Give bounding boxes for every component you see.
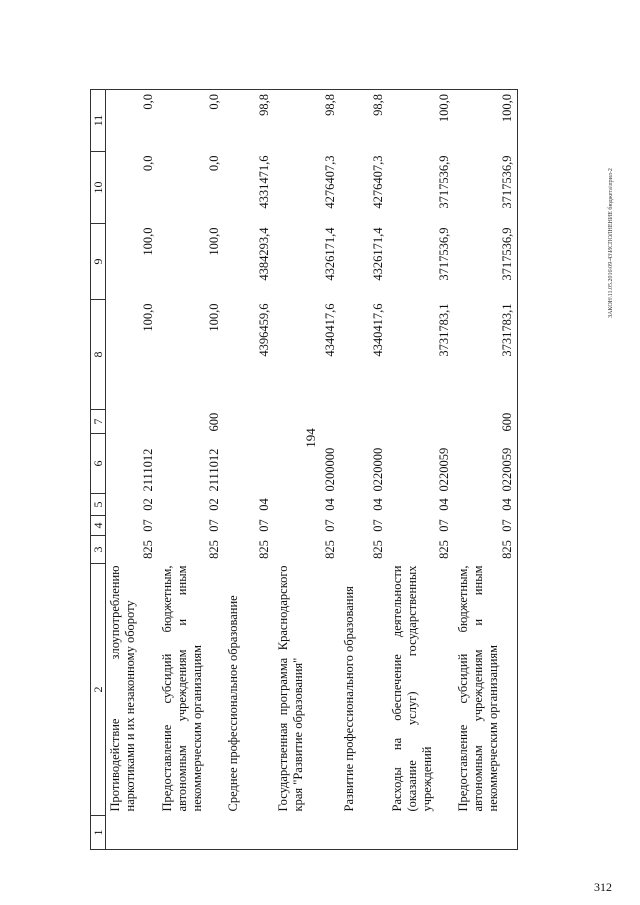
cell-subsection: 02 <box>206 498 221 511</box>
row-name: Противодействие злоупотреблению наркотиками и их незаконному обороту <box>108 565 137 812</box>
header-row <box>91 90 106 850</box>
header-cell: 4 <box>91 516 106 536</box>
header-cell: 3 <box>91 536 106 564</box>
budget-table <box>90 89 518 850</box>
cell-admin: 825 <box>322 540 337 559</box>
cell-plan2: 100,0 <box>206 227 221 256</box>
table-row <box>274 90 340 850</box>
header-cell: 7 <box>91 410 106 434</box>
page-number: 194 <box>302 428 318 448</box>
corner-page-number: 312 <box>594 880 612 894</box>
cell-plan: 3731783,1 <box>436 303 451 357</box>
cell-subsection: 04 <box>370 498 385 511</box>
cell-percent: 100,0 <box>454 90 518 152</box>
cell-target: 2111012 <box>140 448 155 492</box>
cell-empty <box>340 816 388 850</box>
cell-subsection: 04 <box>322 498 337 511</box>
rotated-table-container <box>90 90 514 850</box>
cell-plan: 100,0 <box>206 303 221 332</box>
cell-percent: 0,0 <box>106 90 158 152</box>
cell-section: 07 <box>322 519 337 532</box>
cell-empty <box>106 816 158 850</box>
cell-target: 0220000 <box>370 447 385 492</box>
cell-empty <box>274 816 340 850</box>
cell-plan: 4340417,6 <box>370 303 385 357</box>
row-name: Предоставление субсидий бюджетным, автономным учреждениям и иным некоммерческим организациям <box>454 564 518 816</box>
cell-plan: 4340417,6 <box>322 303 337 357</box>
cell-subsection: 04 <box>256 498 271 511</box>
cell-percent: 100,0 <box>388 90 454 152</box>
cell-empty <box>388 816 454 850</box>
cell-target: 2111012 <box>206 448 221 492</box>
cell-percent: 0,0 <box>158 90 224 152</box>
table-row <box>340 90 388 850</box>
header-cell: 1 <box>91 816 106 850</box>
cell-empty <box>158 816 224 850</box>
file-path-note: ЗАКОН\11.05.2016\09-43\ИСПОЛНЕНИЕ бюджета\прил-2 <box>607 168 614 318</box>
header-cell: 8 <box>91 300 106 410</box>
table-row <box>388 90 454 850</box>
cell-section: 07 <box>370 519 385 532</box>
cell-target: 0220059 <box>436 447 451 492</box>
cell-section: 07 <box>140 519 155 532</box>
cell-type <box>224 410 274 434</box>
cell-target: 0220059 <box>454 434 518 494</box>
cell-type <box>106 410 158 434</box>
cell-type <box>388 410 454 434</box>
cell-type <box>340 410 388 434</box>
cell-admin: 825 <box>256 540 271 559</box>
header-cell: 10 <box>91 152 106 224</box>
cell-target: 0200000 <box>322 447 337 492</box>
cell-plan: 3731783,1 <box>454 300 518 410</box>
cell-subsection: 02 <box>140 498 155 511</box>
cell-plan: 4396459,6 <box>256 303 271 357</box>
row-name: Предоставление субсидий бюджетным, автономным учреждениям и иным некоммерческим организациям <box>159 565 204 812</box>
cell-actual: 4276407,3 <box>370 155 385 209</box>
table-row <box>106 90 158 850</box>
cell-plan2: 3717536,9 <box>454 224 518 300</box>
cell-plan2: 100,0 <box>140 227 155 256</box>
cell-admin: 825 <box>140 540 155 559</box>
cell-empty <box>224 816 274 850</box>
cell-plan2: 3717536,9 <box>436 227 451 281</box>
row-name: Расходы на обеспечение деятельности (оказание услуг) государственных учреждений <box>389 565 434 812</box>
table-row <box>454 90 518 850</box>
cell-section: 07 <box>256 519 271 532</box>
cell-type: 600 <box>206 412 221 432</box>
cell-actual: 0,0 <box>140 155 155 172</box>
cell-empty <box>454 816 518 850</box>
table-row <box>224 90 274 850</box>
cell-actual: 3717536,9 <box>436 155 451 209</box>
cell-subsection: 04 <box>454 494 518 516</box>
cell-admin: 825 <box>206 540 221 559</box>
cell-actual: 4331471,6 <box>256 155 271 209</box>
row-name: Государственная программа Краснодарского края "Развитие образования" <box>275 565 305 812</box>
cell-plan2: 4384293,4 <box>256 227 271 281</box>
cell-subsection: 04 <box>436 498 451 511</box>
cell-actual: 3717536,9 <box>454 152 518 224</box>
cell-percent: 98,8 <box>274 90 340 152</box>
cell-admin: 825 <box>454 536 518 564</box>
header-cell: 6 <box>91 434 106 494</box>
cell-section: 07 <box>206 519 221 532</box>
cell-admin: 825 <box>370 540 385 559</box>
cell-actual: 0,0 <box>206 155 221 172</box>
cell-type <box>274 410 340 434</box>
header-cell: 9 <box>91 224 106 300</box>
cell-percent: 98,8 <box>224 90 274 152</box>
row-name: Развитие профессионального образования <box>341 586 356 812</box>
header-cell: 2 <box>91 564 106 816</box>
cell-plan2: 4326171,4 <box>370 227 385 281</box>
header-cell: 11 <box>91 90 106 152</box>
cell-actual: 4276407,3 <box>322 155 337 209</box>
cell-target <box>224 434 274 494</box>
cell-plan2: 4326171,4 <box>322 227 337 281</box>
cell-percent: 98,8 <box>340 90 388 152</box>
cell-admin: 825 <box>436 540 451 559</box>
cell-section: 07 <box>454 516 518 536</box>
header-cell: 5 <box>91 494 106 516</box>
cell-section: 07 <box>436 519 451 532</box>
cell-plan: 100,0 <box>140 303 155 332</box>
cell-type: 600 <box>454 410 518 434</box>
row-name: Среднее профессиональное образование <box>225 595 240 812</box>
table-row <box>158 90 224 850</box>
